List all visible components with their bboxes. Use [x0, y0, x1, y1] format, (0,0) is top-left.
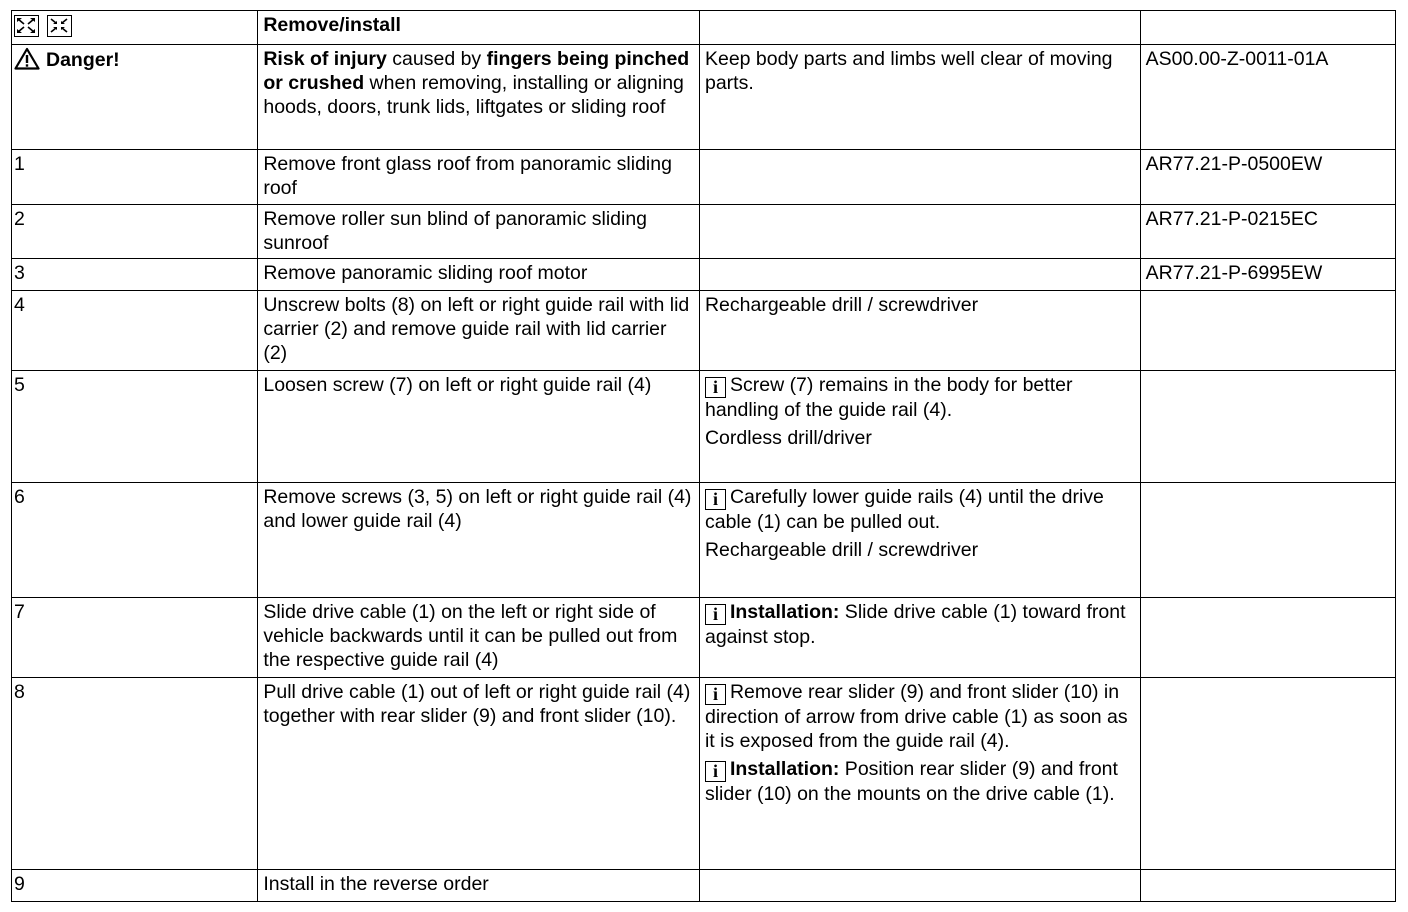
info-note: i Remove rear slider (9) and front slider (10) in direction of arrow from drive cable (1) as soon as it is exposed from the guide rail (4). — [704, 681, 1128, 752]
info-note: i Carefully lower guide rails (4) until the drive cable (1) can be pulled out. — [704, 486, 1104, 533]
expand-icon[interactable] — [14, 15, 39, 37]
warning-triangle-icon — [14, 47, 40, 70]
step-number: 5 — [12, 371, 258, 483]
step-reference[interactable]: AR77.21-P-0215EC — [1140, 205, 1395, 259]
step-number: 2 — [12, 205, 258, 259]
step-number: 3 — [12, 259, 258, 291]
info-icon: i — [705, 604, 726, 625]
step-text: Remove roller sun blind of panoramic sliding sunroof — [258, 205, 700, 259]
step-text: Remove screws (3, 5) on left or right guide rail (4) and lower guide rail (4) — [258, 483, 700, 598]
info-note: i Installation: Position rear slider (9) and front slider (10) on the mounts on the drive cable (1). — [704, 758, 1118, 805]
step-number: 9 — [12, 870, 258, 902]
header-title: Remove/install — [258, 11, 700, 45]
danger-description: Risk of injury caused by fingers being pinched or crushed when removing, installing or aligning hoods, doors, trunk lids, liftgates or sliding roof — [258, 45, 700, 150]
procedure-table — [11, 10, 1396, 902]
step-text: Slide drive cable (1) on the left or right side of vehicle backwards until it can be pulled out from the respective guide rail (4) — [258, 598, 700, 678]
table-row — [12, 678, 1396, 870]
info-icon: i — [705, 684, 726, 705]
step-text: Pull drive cable (1) out of left or right guide rail (4) together with rear slider (9) and front slider (10). — [258, 678, 700, 870]
step-text: Unscrew bolts (8) on left or right guide rail with lid carrier (2) and remove guide rail with lid carrier (2) — [258, 291, 700, 371]
danger-row — [12, 45, 1396, 150]
step-number: 1 — [12, 150, 258, 205]
step-text: Loosen screw (7) on left or right guide rail (4) — [258, 371, 700, 483]
step-text: Install in the reverse order — [258, 870, 700, 902]
table-row — [12, 150, 1396, 205]
table-row — [12, 483, 1396, 598]
step-number: 4 — [12, 291, 258, 371]
info-icon: i — [705, 489, 726, 510]
danger-label: Danger! — [46, 49, 120, 71]
step-text: Remove panoramic sliding roof motor — [258, 259, 700, 291]
table-header-row — [12, 11, 1396, 45]
danger-advice: Keep body parts and limbs well clear of moving parts. — [699, 45, 1140, 150]
step-number: 6 — [12, 483, 258, 598]
step-number: 7 — [12, 598, 258, 678]
table-row — [12, 598, 1396, 678]
table-row — [12, 291, 1396, 371]
info-icon: i — [705, 377, 726, 398]
step-reference[interactable]: AR77.21-P-0500EW — [1140, 150, 1395, 205]
step-reference[interactable]: AR77.21-P-6995EW — [1140, 259, 1395, 291]
step-tool: Rechargeable drill / screwdriver — [704, 539, 979, 561]
table-row — [12, 371, 1396, 483]
step-tool: Rechargeable drill / screwdriver — [699, 291, 1140, 371]
collapse-icon[interactable] — [47, 15, 72, 37]
info-icon: i — [705, 761, 726, 782]
header-icons-cell — [12, 11, 258, 45]
table-row — [12, 259, 1396, 291]
info-note: i Installation: Slide drive cable (1) toward front against stop. — [704, 601, 1126, 648]
step-text: Remove front glass roof from panoramic sliding roof — [258, 150, 700, 205]
step-number: 8 — [12, 678, 258, 870]
step-tool: Cordless drill/driver — [704, 427, 872, 449]
info-note: i Screw (7) remains in the body for better handling of the guide rail (4). — [704, 374, 1073, 421]
table-row — [12, 205, 1396, 259]
table-row — [12, 870, 1396, 902]
danger-reference[interactable]: AS00.00-Z-0011-01A — [1140, 45, 1395, 150]
